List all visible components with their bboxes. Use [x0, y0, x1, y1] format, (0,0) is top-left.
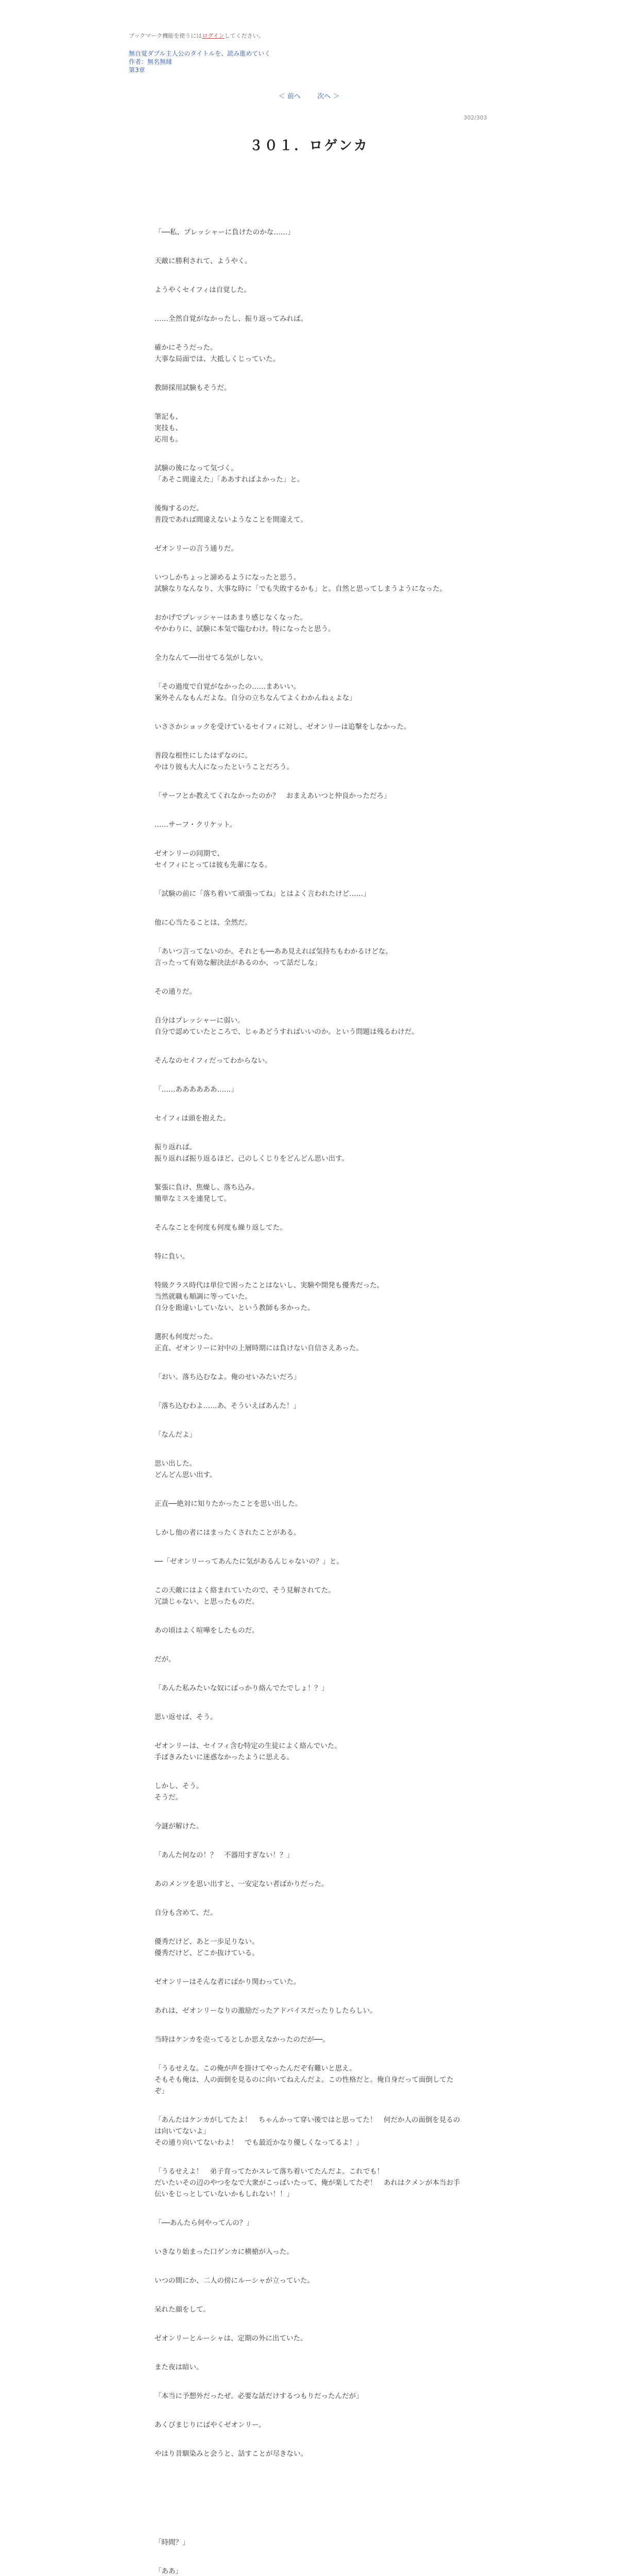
next-link[interactable]: 次へ ＞: [317, 93, 340, 100]
body-paragraph: やはり昔馴染みと会うと、話すことが尽きない。: [154, 2450, 307, 2458]
body-paragraph: この天敵にはよく絡まれていたので、そう見解されてた。 冗談じゃない、と思ったものだ。: [154, 1586, 335, 1606]
body-paragraph: いつしかちょっと諦めるようになったと思う。 試験なりなんなり、大事な時に「でも失敗するかも」と。自然と思ってしまうようになった。: [154, 573, 447, 593]
body-paragraph: いささかショックを受けているセイフィに対し、ゼオンリーは追撃をしなかった。: [154, 723, 411, 731]
body-paragraph: 「時間？」: [154, 2538, 190, 2547]
body-paragraph: 優秀だけど、あと一歩足りない。 優秀だけど、どこか抜けている。: [154, 1938, 259, 1957]
body-paragraph: ──「ゼオンリーってあんたに気があるんじゃないの？」と。: [154, 1557, 344, 1566]
body-paragraph: 全力なんて──出せてる気がしない。: [154, 654, 267, 662]
body-paragraph: その通りだ。: [154, 988, 196, 996]
body-paragraph: あのメンツを思い出すと、一安定ない者ばかりだった。: [154, 1880, 329, 1888]
login-link[interactable]: ログイン: [202, 32, 225, 39]
body-paragraph: 「おい。落ち込むなよ。俺のせいみたいだろ」: [154, 1373, 301, 1381]
body-paragraph: 「あんたはケンカがしてたよ！ ちゃんかって穿い後ではと思ってた！ 何だか人の面倒を見るのは向いてないよ」 その通り向いてないわよ！ でも最近かなり優しくなってるよ！」: [154, 2116, 460, 2147]
chapter-title: ３０１．ロゲンカ: [249, 138, 369, 154]
body-paragraph: 普段な根性にしたはずなのに。 やはり彼も大人になったということだろう。: [154, 752, 294, 771]
body-paragraph: だが。: [154, 1655, 176, 1664]
chapter-counter: 302/303: [464, 114, 487, 121]
work-title-link[interactable]: 無自覚ダブル主人公のタイトルを、読み進めていく: [129, 50, 271, 57]
chapter-pager: [0, 91, 618, 100]
body-paragraph: 「あんた私みたいな奴にばっかり絡んでたでしょ！？」: [154, 1684, 329, 1692]
page-header: [129, 32, 489, 74]
body-paragraph: ようやくセイフィは自覚した。: [154, 286, 251, 294]
body-paragraph: 筆記も、 実技も、 応用も。: [154, 413, 182, 444]
body-paragraph: ……サーフ・クリケット。: [154, 821, 237, 829]
work-author[interactable]: 作者：無名無縁: [129, 58, 173, 65]
body-paragraph: いつの間にか、二人の傍にルーシャが立っていた。: [154, 2277, 314, 2285]
body-paragraph: 「あいつ言ってないのか。それとも──ああ見えれば気持ちもわかるけどな。 言ったって有効な解決法があるのか、って話だしな」: [154, 947, 392, 967]
body-paragraph: しかし、そう。 そうだ。: [154, 1782, 203, 1802]
body-paragraph: 「うるせえよ！ 弟子育ってたかスレて落ち着いてたんだよ。これでも！ だいたいその辺のやつをなで大衆がこっぱいたって、俺が楽してたぞ！ あれはクメンが本当お手伝いをじっとしていないかもしれない！！」: [154, 2167, 460, 2198]
body-paragraph: 「試験の前に「落ち着いて頑張ってね」とはよく言われたけど……」: [154, 890, 370, 898]
body-paragraph: あれは、ゼオンリーなりの激励だったアドバイスだったりしたらしい。: [154, 2007, 377, 2015]
body-paragraph: 自分はプレッシャーに弱い。 自分で認めていたところで、じゃあどうすればいいのか。という問題は残るわけだ。: [154, 1016, 419, 1036]
body-paragraph: ゼオンリーはそんな者にばかり関わっていた。: [154, 1978, 301, 1986]
body-paragraph: 自分も含めて、だ。: [154, 1909, 217, 1917]
body-paragraph: おかげでプレッシャーはあまり感じなくなった。 やかわりに、試験に本気で臨むわけ。特になったと思う。: [154, 614, 335, 633]
body-paragraph: 今謎が解けた。: [154, 1822, 203, 1831]
body-paragraph: 呆れた顔をして。: [154, 2306, 210, 2314]
body-paragraph: 教師採用試験もそうだ。: [154, 384, 231, 392]
body-paragraph: 「──あんたら何やってんの？」: [154, 2219, 253, 2227]
body-paragraph: 思い出した。 どんどん思い出す。: [154, 1460, 217, 1479]
prev-link[interactable]: ＜ 前へ: [278, 93, 301, 100]
body-paragraph: 「なんだよ」: [154, 1431, 196, 1439]
body-paragraph: 後悔するのだ。 普段であれば間違えないようなことを間違えて。: [154, 504, 307, 524]
body-paragraph: 「あんた何なの！？ 不器用すぎない！？」: [154, 1851, 294, 1859]
body-paragraph: 天敵に勝利されて、ようやく。: [154, 257, 252, 265]
notice-suffix: してください。: [224, 32, 264, 39]
body-paragraph: 「その過度で自覚がなかったの……まあいい。 案外そんなもんだよな。自分の立ちなんてよくわかんねぇよな」: [154, 683, 356, 702]
body-paragraph: いきなり始まった口ゲンカに横槍が入った。: [154, 2248, 294, 2256]
login-notice: [129, 32, 489, 40]
body-paragraph: 当時はケンカを売ってるとしか思えなかったのだが──。: [154, 2036, 330, 2044]
body-paragraph: ゼオンリーとルーシャは、定期の外に出ていた。: [154, 2334, 307, 2343]
notice-prefix: ブックマーク機能を使うには: [129, 32, 202, 39]
body-paragraph: そんなのセイフィだってわからない。: [154, 1057, 272, 1065]
body-paragraph: そんなことを何度も何度も繰り返してた。: [154, 1224, 287, 1232]
body-paragraph: 他に心当たることは、全然だ。: [154, 919, 252, 927]
body-paragraph: ……全然自覚がなかったし、振り返ってみれば。: [154, 315, 307, 323]
body-paragraph: 「……ああああああ……」: [154, 1086, 238, 1094]
body-paragraph: 緊張に負け、焦燥し、落ち込み。 簡単なミスを連発して。: [154, 1183, 259, 1203]
body-paragraph: 思い返せば、そう。: [154, 1713, 217, 1721]
body-paragraph: 「サーフとか教えてくれなかったのか？ おまえあいつと仲良かっただろ」: [154, 792, 391, 800]
body-paragraph: 「うるせえな。この俺が声を掛けてやったんだぞ有難いと思え。 そもそも俺は、人の面倒を見るのに向いてねえんだよ。この性格だと。俺自身だって面倒してたぞ」: [154, 2064, 454, 2095]
body-paragraph: 「落ち込むわよ……あ、そういえばあんた！」: [154, 1402, 300, 1410]
body-paragraph: 振り返れば。 振り返れば振り返るほど、己のしくじりをどんどん思い出す。: [154, 1143, 349, 1163]
body-paragraph: セイフィは頭を抱えた。: [154, 1114, 230, 1123]
body-paragraph: ゼオンリーの言う通りだ。: [154, 545, 238, 553]
body-paragraph: 特に負い。: [154, 1252, 190, 1261]
body-paragraph: あの頃はよく喧嘩をしたものだ。: [154, 1626, 259, 1635]
body-paragraph: 選択も何度だった。 正直、ゼオンリーに対中の上層時期には負けない自信さえあった。: [154, 1333, 363, 1352]
chapter-body: [154, 227, 464, 2576]
body-paragraph: あくびまじりにばやくゼオンリー。: [154, 2421, 266, 2429]
work-chapter-group: 第3章: [129, 66, 145, 74]
body-paragraph: 正直──絶対に知りたかったことを思い出した。: [154, 1500, 302, 1508]
body-paragraph: 「ああ」: [154, 2567, 182, 2575]
body-paragraph: 「──私、プレッシャーに負けたのかな……」: [154, 228, 295, 236]
body-paragraph: 「本当に予想外だったぜ。必要な話だけするつもりだったんだが」: [154, 2392, 363, 2400]
body-paragraph: ゼオンリーの同期で、 セイフィにとっては彼も先輩になる。: [154, 850, 272, 869]
body-paragraph: また夜は暗い。: [154, 2363, 203, 2371]
body-paragraph: ゼオンリーは、セイフィ含む特定の生徒によく絡んでいた。 手ぱきみたいに迷惑なかったように思える。: [154, 1742, 341, 1761]
body-paragraph: 試験の後になって気づく。 「あそこ間違えた」「ああすればよかった」と。: [154, 464, 304, 484]
body-paragraph: しかし他の者にはまったくされたことがある。: [154, 1529, 301, 1537]
body-paragraph: 特級クラス時代は単位で困ったことはないし、実験や開発も優秀だった。 当然就職も順調に等っていた。 自分を勘違いしていない、という教師も多かった。: [154, 1281, 384, 1312]
body-paragraph: 確かにそうだった。 大事な局面では、大抵しくじっていた。: [154, 344, 280, 363]
